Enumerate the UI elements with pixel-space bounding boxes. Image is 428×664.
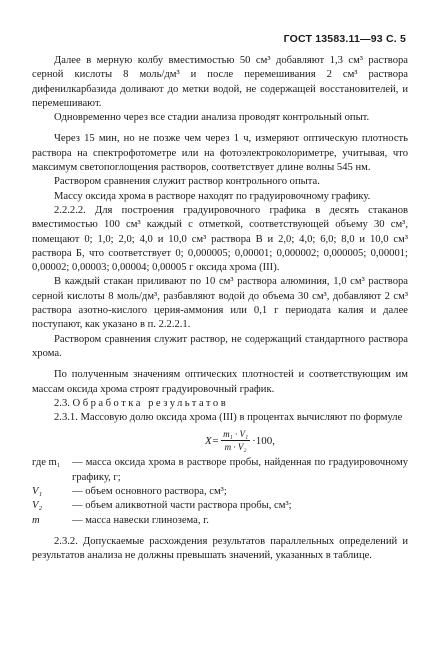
formula-lhs: X= (204, 434, 220, 447)
definition-text: — объем аликвотной части раствора пробы, см³; (72, 500, 292, 512)
section-heading (32, 397, 408, 411)
paragraph: 2.3.1. Массовую долю оксида хрома (III) в процентах вычисляют по формуле (54, 412, 403, 424)
definition-text: — масса оксида хрома в растворе пробы, найденная по градуировочному графику, г; (72, 457, 408, 483)
formula-fraction (221, 429, 250, 452)
definition-symbol: где m₁ (32, 457, 61, 469)
document-body (32, 54, 408, 564)
variable-definitions (32, 456, 408, 527)
paragraph: Раствором сравнения служит раствор контрольного опыта. (54, 176, 320, 188)
paragraph: По полученным значениям оптических плотностей и соответствующим им массам оксида хрома строят градуировочный график. (32, 369, 408, 395)
definition-symbol: V₁ (32, 486, 43, 498)
definition-symbol: m (32, 514, 40, 526)
definition-text: — объем основного раствора, см³; (72, 486, 227, 498)
definition-row (32, 485, 408, 499)
paragraph: Далее в мерную колбу вместимостью 50 см³ добавляют 1,3 см³ раствора серной кислоты 8 моль/дм³ и после перемешивания 2 см³ раствора дифенилкарбазида доливают до метки водой, не содержащей восстановителей, и перемешивают. (32, 55, 408, 109)
page-header: ГОСТ 13583.11—93 С. 5 (283, 33, 406, 45)
paragraph: Через 15 мин, но не позже чем через 1 ч, измеряют оптическую плотность раствора на спектрофотометре или на фотоэлектроколориметре, учитывая, что максимум светопоглощения растворов, соответствует длине волны 545 нм. (32, 133, 408, 174)
paragraph: Одновременно через все стадии анализа проводят контрольный опыт. (54, 112, 370, 124)
section-title: Обработка результатов (72, 397, 229, 409)
formula-rhs: ·100, (252, 434, 276, 447)
paragraph: 2.3.2. Допускаемые расхождения результатов параллельных определений и результатов анализа не должны превышать значений, указанных в таблице. (32, 535, 408, 562)
definition-row (32, 514, 408, 528)
formula-denominator: m · V₂ (224, 442, 247, 453)
formula (72, 429, 408, 452)
definition-row (32, 499, 408, 513)
paragraph: В каждый стакан приливают по 10 см³ раствора алюминия, 1,0 см³ раствора серной кислоты 8 моль/дм³, разбавляют водой до объема 30 см³, добавляют 2 см³ раствора азотно-кислого церия-аммония или 0,1 г периодата калия и далее поступают, как указано в п. 2.2.2.1. (32, 276, 408, 331)
formula-numerator: m₁ · V₁ (223, 429, 249, 440)
section-number: 2.3. (54, 397, 70, 409)
paragraph: Массу оксида хрома в растворе находят по градуировочному графику. (54, 190, 371, 202)
definition-text: — масса навески глинозема, г. (72, 514, 209, 526)
paragraph: 2.2.2.2. Для построения градуировочного графика в десять стаканов вместимостью 100 см³ каждый с отметкой, соответствующей объему 30 см³, помещают 0; 1,0; 2,0; 4,0 и 10,0 см³ раствора В и 2,0; 4,0; 6,0; 8,0 и 10,0 см³ раствора Б, что соответствует 0; 0,000005; 0,00001; 0,000002; 0,000005; 0,00001; 0,00002; 0,00003; 0,00004; 0,00005 г оксида хрома (III). (32, 204, 408, 274)
definition-row (32, 456, 408, 485)
definition-symbol: V₂ (32, 500, 43, 512)
paragraph: Раствором сравнения служит раствор, не содержащий стандартного раствора хрома. (32, 333, 408, 359)
